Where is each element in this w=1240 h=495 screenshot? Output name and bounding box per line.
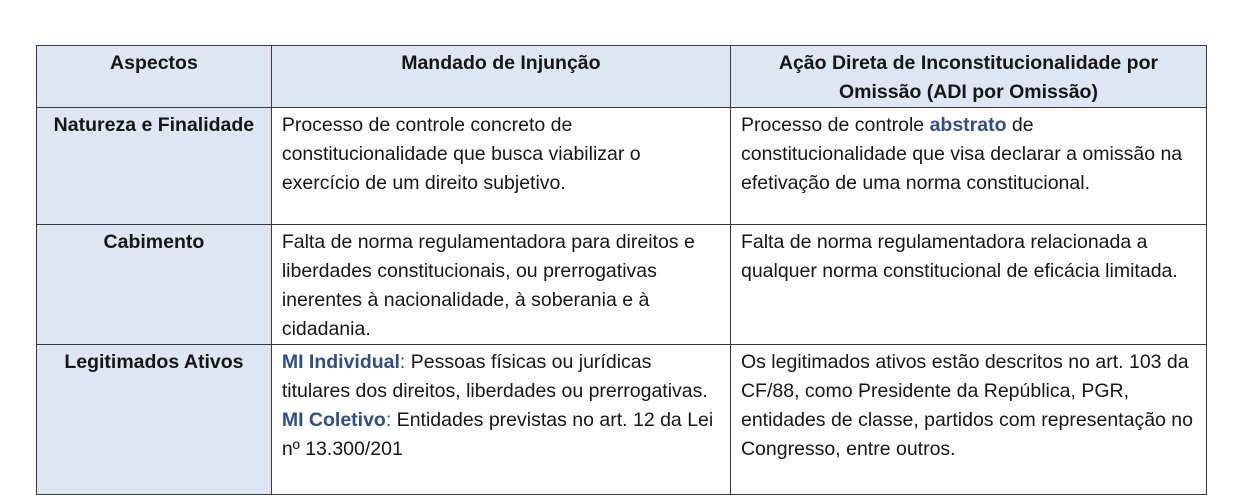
cell-adi-cabimento [730,225,1206,345]
cell-adi-legitimados [730,345,1206,495]
row-label-text: Legitimados Ativos [64,351,244,373]
mi-coletivo-text: Entidades previstas no art. 12 da Lei nº 13.300/201 [281,409,714,460]
cell-text: Processo de controle concreto de constitucionalidade que busca viabilizar o exercício de um direito subjetivo. [281,114,641,194]
cell-text-after: de constitucionalidade que visa declarar a omissão na efetivação de uma norma constitucional. [740,114,1183,194]
mi-individual-label: MI Individual [281,351,400,373]
cell-mandado-cabimento [271,225,730,345]
mi-individual-colon: : [399,351,406,373]
mi-coletivo-colon: : [385,409,392,431]
cell-adi-natureza [730,108,1206,225]
table-header-row [37,46,1207,108]
cell-text: Falta de norma regulamentadora relacionada a qualquer norma constitucional de eficácia limitada. [740,231,1178,282]
header-adi-line1: Ação Direta de Inconstitucionalidade por [778,52,1159,74]
cell-text-before: Processo de controle [740,114,930,136]
table-row [37,225,1207,345]
header-adi-line2: Omissão (ADI por Omissão) [838,81,1098,103]
cell-mandado-natureza [271,108,730,225]
cell-mandado-legitimados [271,345,730,495]
header-aspectos-text: Aspectos [110,52,198,74]
comparison-table [36,45,1207,495]
row-label-cabimento [37,225,272,345]
row-label-text: Natureza e Finalidade [53,114,255,136]
header-mandado-text: Mandado de Injunção [401,52,601,74]
table-row [37,108,1207,225]
cell-text: Falta de norma regulamentadora para direitos e liberdades constitucionais, ou prerrogativas inerentes à nacionalidade, à soberania e à cidadania. [281,231,695,340]
highlight-abstrato: abstrato [929,114,1007,136]
mi-individual-text: Pessoas físicas ou jurídicas titulares dos direitos, liberdades ou prerrogativas. [281,351,708,402]
cell-text: Os legitimados ativos estão descritos no art. 103 da CF/88, como Presidente da República, PGR, entidades de classe, partidos com representação no Congresso, entre outros. [740,351,1193,460]
header-adi [730,46,1206,108]
header-mandado [271,46,730,108]
row-label-text: Cabimento [103,231,205,253]
row-label-legitimados [37,345,272,495]
table-row [37,345,1207,495]
row-label-natureza [37,108,272,225]
header-aspectos [37,46,272,108]
mi-coletivo-label: MI Coletivo [281,409,386,431]
